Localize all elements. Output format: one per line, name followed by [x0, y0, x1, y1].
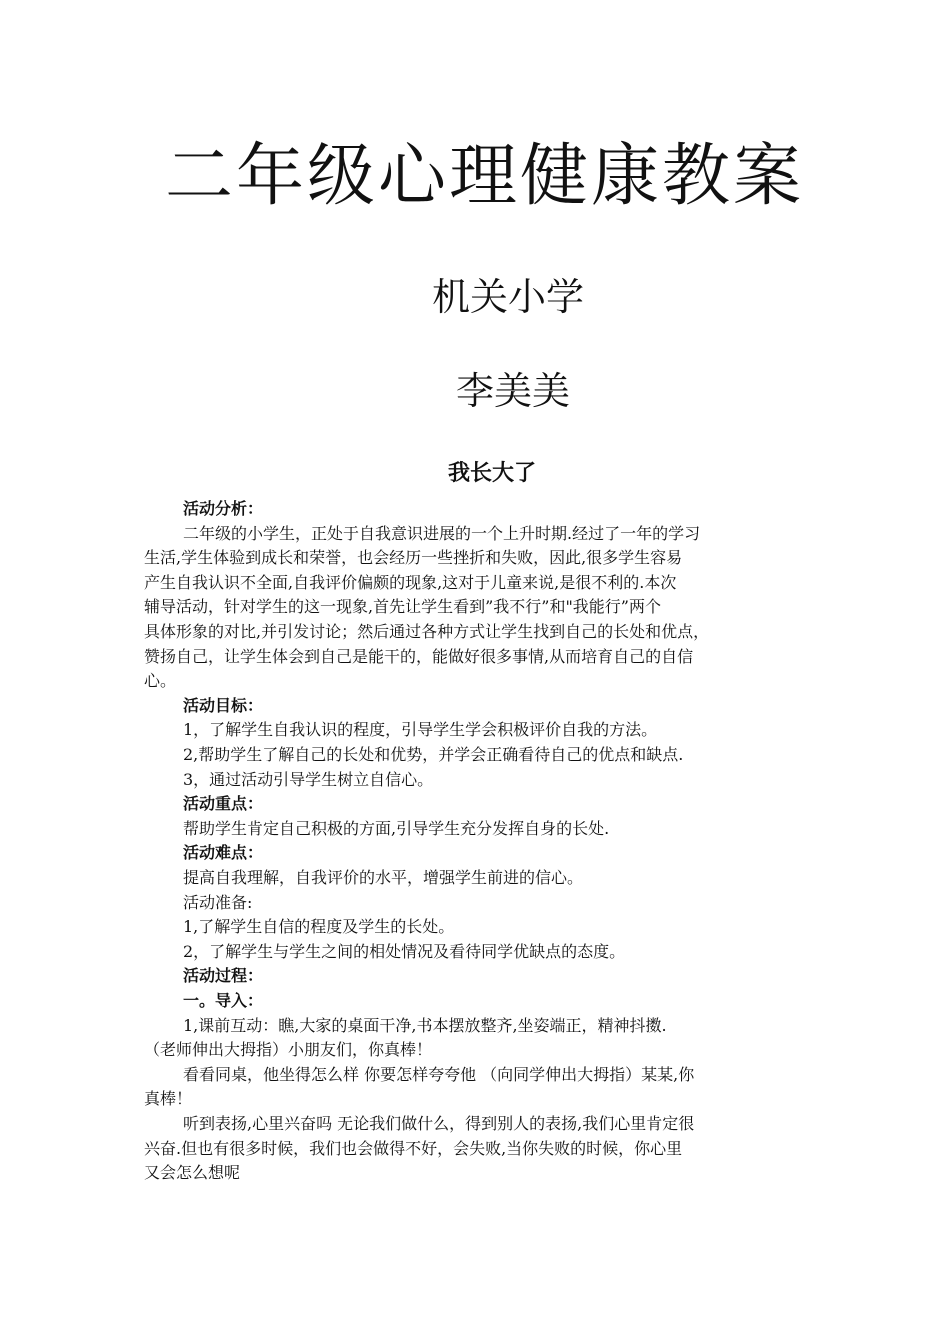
- text-line: 具体形象的对比,并引发讨论；然后通过各种方式让学生找到自己的长处和优点，: [144, 622, 710, 641]
- text-line: 真棒！: [144, 1089, 193, 1109]
- text-line: 又会怎么想呢: [144, 1163, 241, 1183]
- text-line: 赞扬自己，让学生体会到自己是能干的，能做好很多事情,从而培育自己的自信: [144, 646, 694, 666]
- text-line: 听到表扬,心里兴奋吗 无论我们做什么，得到别人的表扬,我们心里肯定很: [183, 1114, 695, 1133]
- text-line: 2，了解学生与学生之间的相处情况及看待同学优缺点的态度。: [183, 941, 626, 961]
- section-heading: 活动分析：: [183, 499, 264, 518]
- text-line: 1，了解学生自我认识的程度，引导学生学会积极评价自我的方法。: [183, 720, 658, 740]
- text-line: 心。: [144, 671, 177, 691]
- text-line: 提高自我理解，自我评价的水平，增强学生前进的信心。: [183, 868, 584, 887]
- document-title: 二年级心理健康教案: [165, 137, 805, 216]
- text-line: 3，通过活动引导学生树立自信心。: [183, 769, 434, 789]
- section-heading: 活动目标：: [183, 695, 264, 715]
- text-line: （老师伸出大拇指）小朋友们，你真棒！: [144, 1040, 433, 1060]
- author-name: 李美美: [456, 369, 571, 413]
- text-line: 看看同桌，他坐得怎么样 你要怎样夸夸他 （向同学伸出大拇指）某某,你: [183, 1064, 695, 1084]
- school-name: 机关小学: [432, 275, 585, 319]
- text-line: 产生自我认识不全面,自我评价偏颇的现象,这对于儿童来说,是很不利的.本次: [144, 572, 677, 592]
- text-line: 1,了解学生自信的程度及学生的长处。: [183, 917, 455, 937]
- section-heading: 活动过程：: [183, 966, 264, 986]
- text-line: 辅导活动，针对学生的这一现象,首先让学生看到”我不行”和"我能行”两个: [144, 597, 661, 617]
- text-line: 2,帮助学生了解自己的长处和优势，并学会正确看待自己的优点和缺点.: [183, 745, 684, 764]
- text-line: 兴奋.但也有很多时候，我们也会做得不好，会失败,当你失败的时候，你心里: [144, 1138, 683, 1158]
- text-line: 帮助学生肯定自己积极的方面,引导学生充分发挥自身的长处.: [183, 818, 610, 838]
- section-heading: 活动难点：: [183, 843, 264, 863]
- section-heading: 一。导入：: [183, 991, 264, 1010]
- text-line: 生活,学生体验到成长和荣誉，也会经历一些挫折和失败，因此,很多学生容易: [144, 548, 683, 568]
- text-line: 1,课前互动：瞧,大家的桌面干净,书本摆放整齐,坐姿端正，精神抖擞.: [183, 1015, 667, 1035]
- text-line: 活动准备:: [183, 892, 253, 912]
- lesson-title: 我长大了: [448, 461, 537, 486]
- text-line: 二年级的小学生，正处于自我意识进展的一个上升时期.经过了一年的学习: [183, 523, 701, 543]
- section-heading: 活动重点：: [183, 794, 264, 814]
